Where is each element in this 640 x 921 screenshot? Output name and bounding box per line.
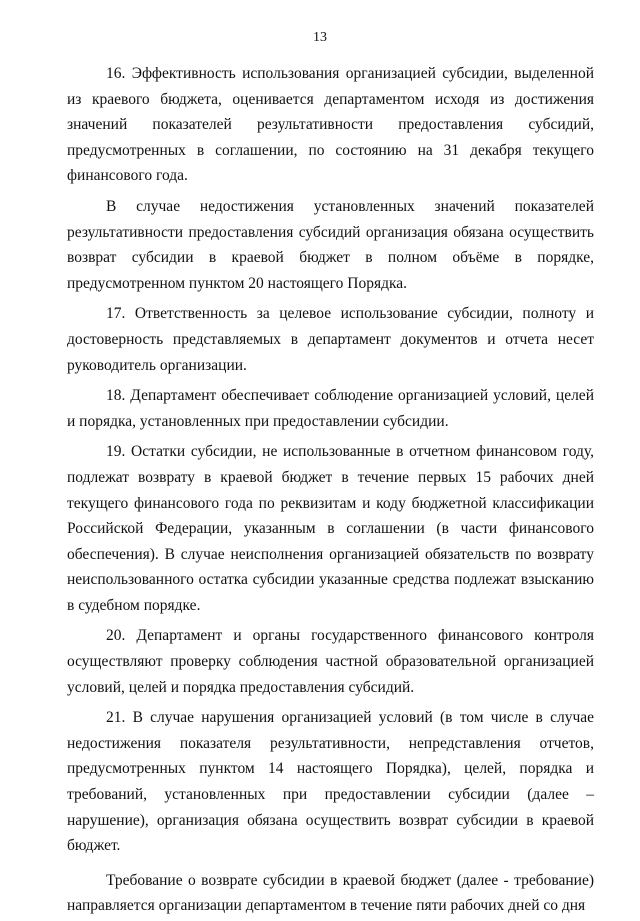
paragraph-20: 20. Департамент и органы государственного финансового контроля осуществляют проверку соблюдения частной образовательной организацией условий, целей и порядка предоставления субсидий. [67, 627, 594, 696]
paragraph-16: 16. Эффективность использования организацией субсидии, выделенной из краевого бюджета, оценивается департаментом исходя из достижения значений показателей результативности предоставления субсидий, предусмотренных в соглашении, по состоянию на 31 декабря текущего финансового года. [67, 65, 594, 185]
paragraph-19: 19. Остатки субсидии, не использованные в отчетном финансовом году, подлежат возврату в краевой бюджет в течение первых 15 рабочих дней текущего финансового года по реквизитам и коду бюджетной классификации Российской Федерации, указанным в соглашении (в части финансового обеспечения). В случае неисполнения организацией обязательств по возврату неиспользованного остатка субсидии указанные средства подлежат взысканию в судебном порядке. [67, 443, 594, 614]
paragraph-16-continuation: В случае недостижения установленных значений показателей результативности предоставления субсидий организация обязана осуществить возврат субсидии в краевой бюджет в полном объёме в порядке, предусмотренном пунктом 20 настоящего Порядка. [67, 197, 594, 292]
paragraph-21-requirement: Требование о возврате субсидии в краевой бюджет (далее - требование) направляется организации департаментом в течение пяти рабочих дней со дня [67, 871, 594, 915]
document-body [67, 61, 594, 921]
page-number: 13 [313, 30, 327, 45]
paragraph-17: 17. Ответственность за целевое использование субсидии, полноту и достоверность представляемых в департамент документов и отчета несет руководитель организации. [67, 305, 594, 374]
paragraph-21: 21. В случае нарушения организацией условий (в том числе в случае недостижения показателя результативности, непредставления отчетов, предусмотренных пунктом 14 настоящего Порядка), целей, порядка и требований, установленных при предоставлении субсидии (далее – нарушение), организация обязана осуществить возврат субсидии в краевой бюджет. [67, 709, 594, 855]
paragraph-18: 18. Департамент обеспечивает соблюдение организацией условий, целей и порядка, установленных при предоставлении субсидии. [67, 387, 594, 430]
